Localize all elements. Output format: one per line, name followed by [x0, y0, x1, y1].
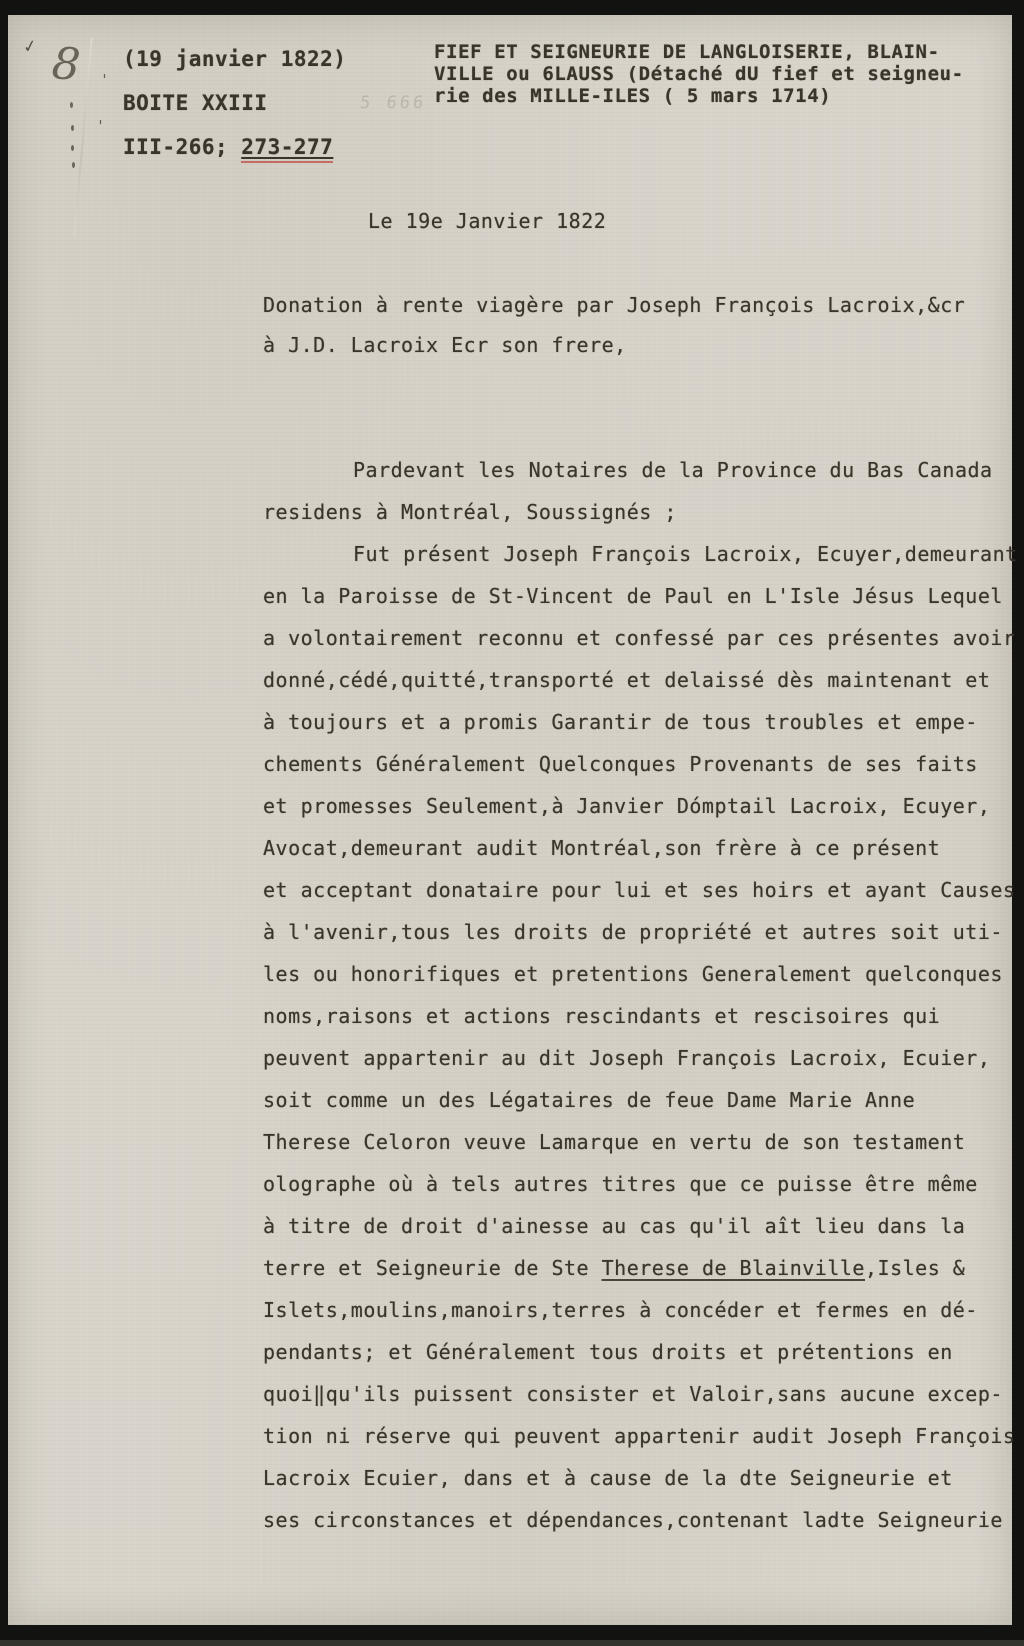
scanner-edge	[0, 1640, 1024, 1646]
text-segment: residens à Montréal, Soussignés ;	[263, 500, 677, 524]
document-intro	[263, 285, 965, 365]
text-segment: Avocat,demeurant audit Montréal,son frère à ce présent	[263, 836, 941, 860]
document-line	[263, 953, 1023, 995]
text-segment: Islets,moulins,manoirs,terres à concéder et fermes en dé-	[263, 1298, 978, 1322]
document-line	[263, 533, 1023, 575]
text-segment: et promesses Seulement,à Janvier Dómptail Lacroix, Ecuyer,	[263, 794, 991, 818]
text-segment: peuvent appartenir au dit Joseph François Lacroix, Ecuier,	[263, 1046, 991, 1070]
pencil-tick: '	[100, 71, 110, 89]
document-line	[263, 1331, 1023, 1373]
document-line	[263, 911, 1023, 953]
archive-ref-underlined: 273-277	[241, 135, 333, 163]
document-line	[263, 1457, 1023, 1499]
archive-date-line: (19 janvier 1822)	[123, 47, 347, 71]
text-segment: ses circonstances et dépendances,contenant ladte Seigneurie	[263, 1508, 1003, 1532]
document-line	[263, 617, 1023, 659]
text-segment: chements Généralement Quelconques Provenants de ses faits	[263, 752, 978, 776]
text-segment: terre et Seigneurie de Ste	[263, 1256, 602, 1280]
document-line	[263, 743, 1023, 785]
document-line	[263, 1037, 1023, 1079]
document-line	[263, 491, 1023, 533]
text-segment: soit comme un des Légataires de feue Dame Marie Anne	[263, 1088, 916, 1112]
document-line	[263, 1121, 1023, 1163]
underlined-text: Therese de Blainville	[601, 1256, 865, 1280]
document-line	[263, 1289, 1023, 1331]
header-left	[123, 48, 346, 180]
archive-box-line: BOITE XXIII	[123, 91, 268, 115]
handwritten-page-number: 8	[49, 37, 83, 92]
document-line	[263, 701, 1023, 743]
archive-ref-line	[123, 136, 346, 158]
document-line	[263, 1499, 1023, 1541]
text-segment: ,Isles &	[864, 1256, 966, 1280]
header-title-line: FIEF ET SEIGNEURIE DE LANGLOISERIE, BLAIN-	[434, 41, 940, 63]
header-title-line: VILLE ou 6LAUSS (Détaché dU fief et seigneu-	[434, 63, 964, 85]
document-line	[263, 1079, 1023, 1121]
header-title-line: rie des MILLE-ILES ( 5 mars 1714)	[434, 85, 832, 107]
document-line	[263, 1373, 1023, 1415]
text-segment: et acceptant donataire pour lui et ses hoirs et ayant Causes	[263, 878, 1016, 902]
document-line	[263, 1205, 1023, 1247]
paper	[8, 15, 1018, 1625]
text-segment: à titre de droit d'ainesse au cas qu'il aît lieu dans la	[263, 1214, 966, 1238]
text-segment: Lacroix Ecuier, dans et à cause de la dte Seigneurie et	[263, 1466, 953, 1490]
pencil-tick: '	[96, 117, 106, 135]
text-segment: donné,cédé,quitté,transporté et delaissé dès maintenant et	[263, 668, 991, 692]
document-line	[263, 785, 1023, 827]
document-line	[263, 575, 1023, 617]
pencil-dot	[71, 145, 74, 151]
intro-line: à J.D. Lacroix Ecr son frere,	[263, 333, 627, 357]
archive-ref-prefix: III-266;	[123, 135, 242, 159]
text-segment: Fut présent Joseph François Lacroix, Ecuyer,demeurant	[353, 542, 1018, 566]
document-date: Le 19e Janvier 1822	[368, 209, 607, 233]
document-line	[263, 869, 1023, 911]
text-segment: olographe où à tels autres titres que ce puisse être même	[263, 1172, 978, 1196]
text-segment: en la Paroisse de St-Vincent de Paul en L'Isle Jésus Lequel	[263, 584, 1003, 608]
intro-line: Donation à rente viagère par Joseph François Lacroix,&cr	[263, 293, 966, 317]
document-line	[263, 1247, 1023, 1289]
text-segment: a volontairement reconnu et confessé par ces présentes avoir	[263, 626, 1016, 650]
text-segment: noms,raisons et actions rescindants et rescisoires qui	[263, 1004, 941, 1028]
document-line	[263, 995, 1023, 1037]
text-segment: les ou honorifiques et pretentions Generalement quelconques	[263, 962, 1003, 986]
text-segment: tion ni réserve qui peuvent appartenir audit Joseph François	[263, 1424, 1016, 1448]
document-line	[263, 1415, 1023, 1457]
document-line	[263, 659, 1023, 701]
document-line	[263, 449, 1023, 491]
text-segment: quoi‖qu'ils puissent consister et Valoir,sans aucune excep-	[263, 1382, 1003, 1406]
ghost-text: 5 666	[358, 93, 428, 113]
document-body	[263, 449, 1023, 1541]
document-line	[263, 1163, 1023, 1205]
pencil-dot	[71, 125, 74, 131]
text-segment: à toujours et a promis Garantir de tous troubles et empe-	[263, 710, 978, 734]
pencil-dot	[72, 162, 75, 168]
header-title	[434, 41, 1019, 107]
text-segment: Therese Celoron veuve Lamarque en vertu de son testament	[263, 1130, 966, 1154]
document-line	[263, 827, 1023, 869]
text-segment: pendants; et Généralement tous droits et prétentions en	[263, 1340, 953, 1364]
text-segment: à l'avenir,tous les droits de propriété et autres soit uti-	[263, 920, 1003, 944]
checkmark-annotation: ✓	[21, 35, 39, 59]
pencil-dot	[70, 102, 73, 108]
text-segment: Pardevant les Notaires de la Province du Bas Canada	[353, 458, 993, 482]
